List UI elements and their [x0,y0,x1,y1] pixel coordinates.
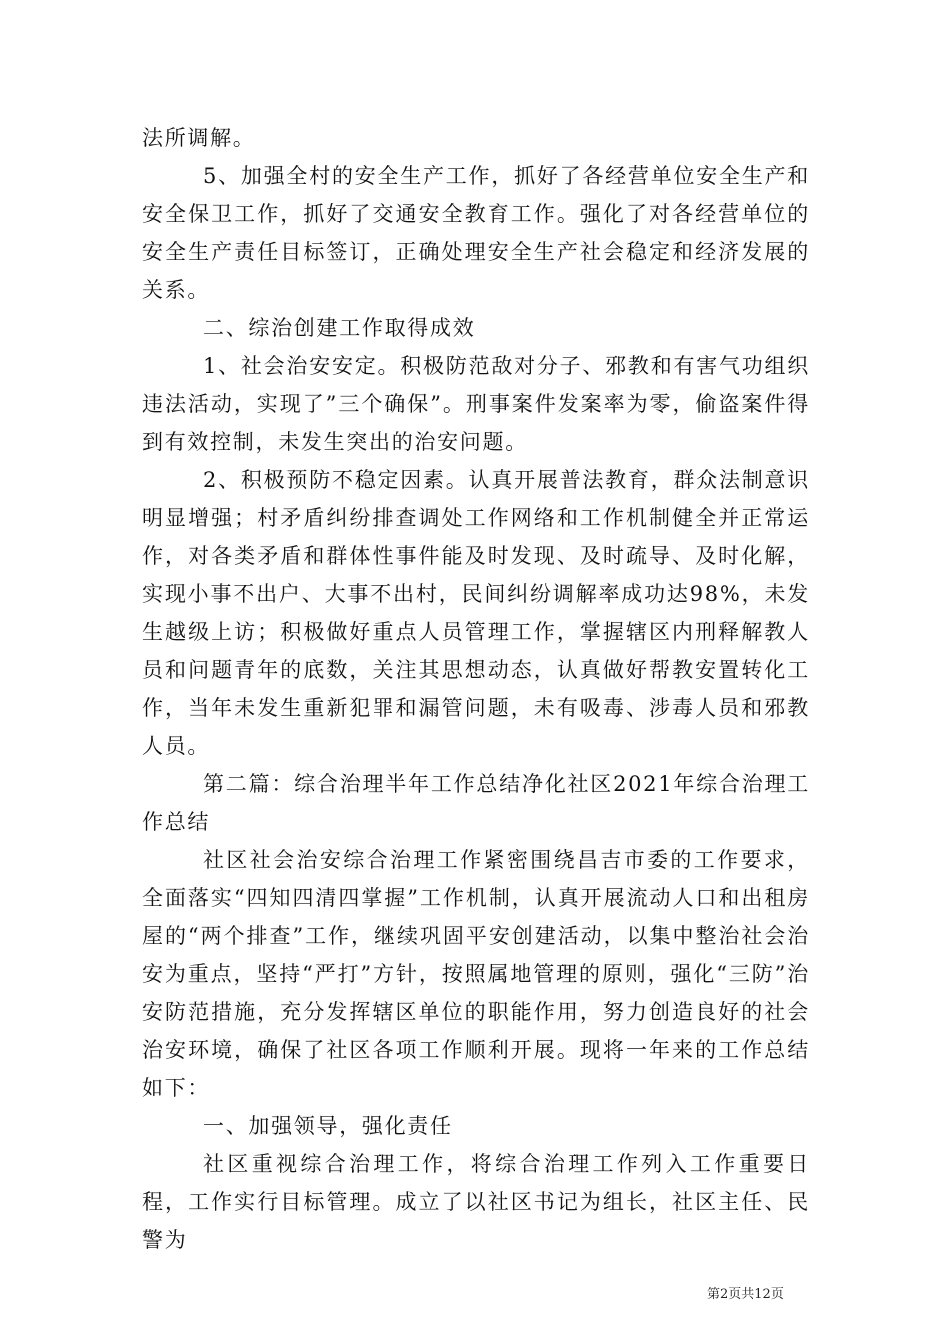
section-heading-1: 一、加强领导，强化责任 [203,1114,453,1138]
paragraph-1: 法所调解。 [142,126,256,150]
paragraph-5: 2、积极预防不稳定因素。认真开展普法教育，群众法制意识明显增强；村矛盾纠纷排查调处工作网络和工作机制健全并正常运作，对各类矛盾和群体性事件能及时发现、及时疏导、及时化解，实现小事不出户、大事不出村，民间纠纷调解率成功达98%，未发生越级上访；积极做好重点人员管理工作，掌握辖区内刑释解教人员和问题青年的底数，关注其思想动态，认真做好帮教安置转化工作，当年未发生重新犯罪和漏管问题，未有吸毒、涉毒人员和邪教人员。 [142,468,810,758]
paragraph-9: 社区重视综合治理工作，将综合治理工作列入工作重要日程，工作实行目标管理。成立了以社区书记为组长，社区主任、民警为 [142,1152,810,1252]
document-body [142,119,810,1259]
paragraph-2: 5、加强全村的安全生产工作，抓好了各经营单位安全生产和安全保卫工作，抓好了交通安全教育工作。强化了对各经营单位的安全生产责任目标签订，正确处理安全生产社会稳定和经济发展的关系。 [142,164,810,302]
section-heading-2: 二、综治创建工作取得成效 [203,316,476,340]
chapter-title: 第二篇：综合治理半年工作总结净化社区2021年综合治理工作总结 [142,772,810,834]
paragraph-7: 社区社会治安综合治理工作紧密围绕昌吉市委的工作要求，全面落实“四知四清四掌握”工作机制，认真开展流动人口和出租房屋的“两个排查”工作，继续巩固平安创建活动，以集中整治社会治安为重点，坚持“严打”方针，按照属地管理的原则，强化“三防”治安防范措施，充分发挥辖区单位的职能作用，努力创造良好的社会治安环境，确保了社区各项工作顺利开展。现将一年来的工作总结如下： [142,848,810,1100]
page-number-footer: 第2页共12页 [707,1287,784,1302]
paragraph-4: 1、社会治安安定。积极防范敌对分子、邪教和有害气功组织违法活动，实现了”三个确保”。刑事案件发案率为零，偷盗案件得到有效控制，未发生突出的治安问题。 [142,354,810,454]
